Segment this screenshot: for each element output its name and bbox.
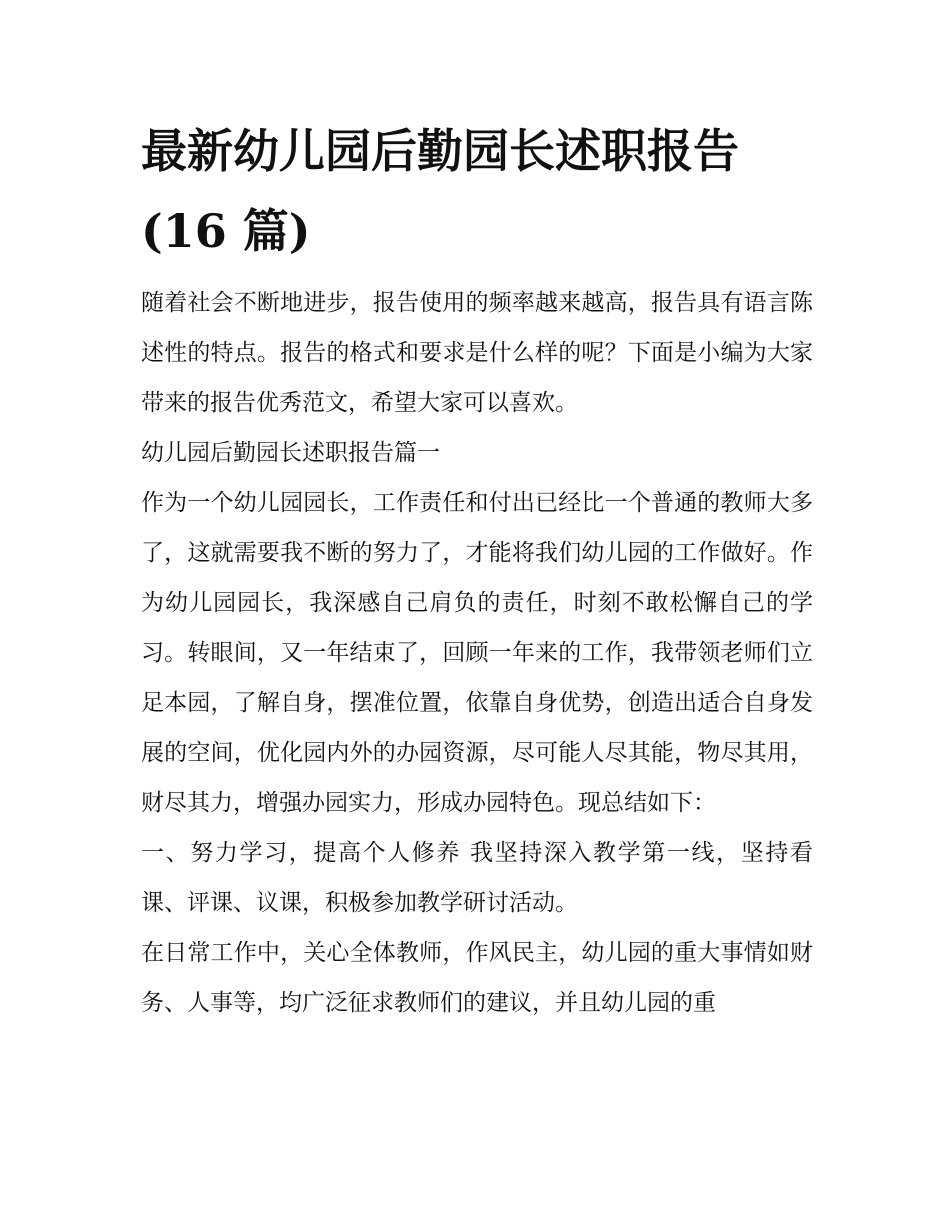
section-heading: 幼儿园后勤园长述职报告篇一 bbox=[141, 440, 440, 466]
intro-paragraph: 随着社会不断地进步，报告使用的频率越来越高，报告具有语言陈述性的特点。报告的格式和要求是什么样的呢？下面是小编为大家带来的报告优秀范文，希望大家可以喜欢。 bbox=[141, 290, 813, 416]
title-line-2: (16 篇) bbox=[141, 204, 311, 258]
document-title bbox=[141, 112, 813, 270]
document-body bbox=[141, 112, 813, 1028]
title-line-1: 最新幼儿园后勤园长述职报告 bbox=[141, 124, 739, 178]
body-paragraph-3: 在日常工作中，关心全体教师，作风民主，幼儿园的重大事情如财务、人事等，均广泛征求教师们的建议，并且幼儿园的重 bbox=[141, 940, 813, 1016]
body-paragraph-1: 作为一个幼儿园园长，工作责任和付出已经比一个普通的教师大多了，这就需要我不断的努力了，才能将我们幼儿园的工作做好。作为幼儿园园长，我深感自己肩负的责任，时刻不敢松懈自己的学习。转眼间，又一年结束了，回顾一年来的工作，我带领老师们立足本园，了解自身，摆准位置，依靠自身优势，创造出适合自身发展的空间，优化园内外的办园资源，尽可能人尽其能，物尽其用，财尽其力，增强办园实力，形成办园特色。现总结如下： bbox=[141, 490, 813, 816]
body-paragraph-2: 一、努力学习，提高个人修养 我坚持深入教学第一线，坚持看课、评课、议课，积极参加教学研讨活动。 bbox=[141, 840, 813, 916]
